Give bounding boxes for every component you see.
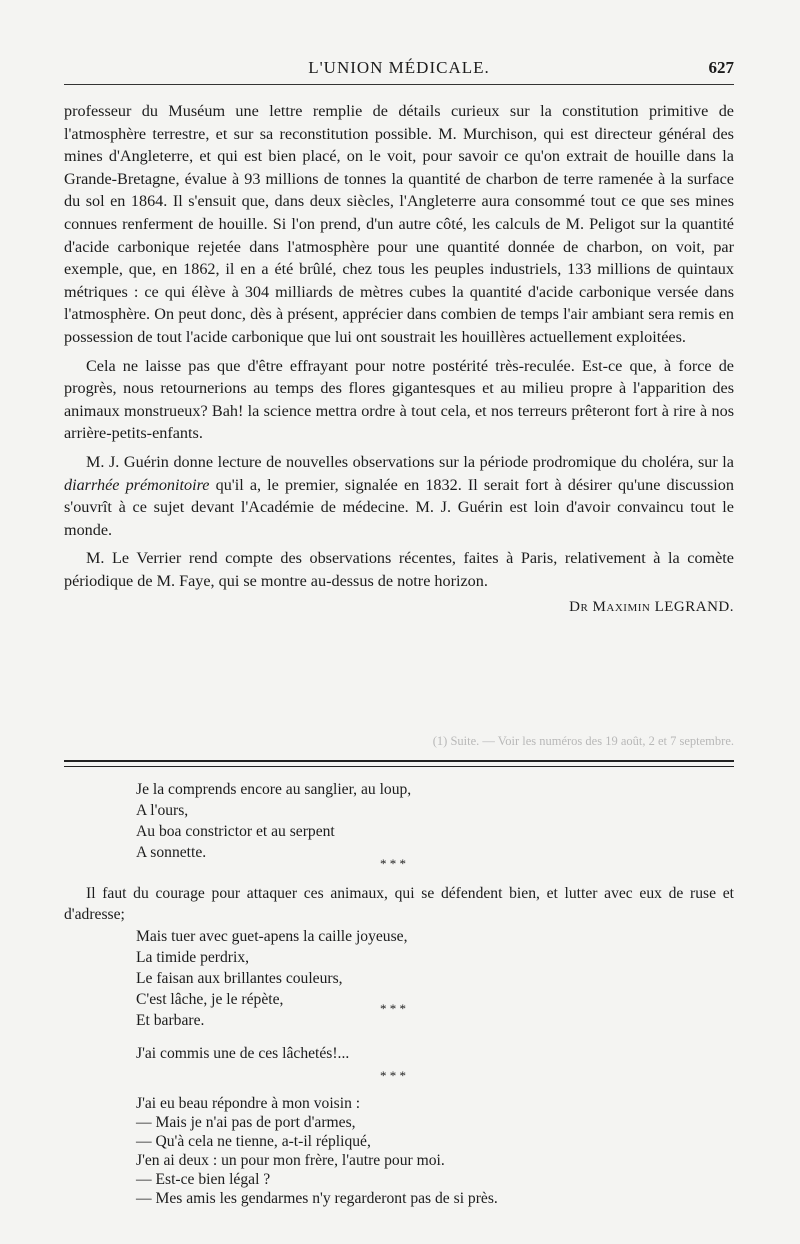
guerin-text-start: M. J. Guérin donne lecture de nouvelles observations sur la période prodromique du choléra, sur la bbox=[86, 452, 734, 471]
stanza-line: — Est-ce bien légal ? bbox=[136, 1171, 271, 1188]
journal-title: L'UNION MÉDICALE. bbox=[308, 58, 490, 77]
header-rule bbox=[64, 84, 734, 85]
stanza-line: J'ai commis une de ces lâchetés!... bbox=[136, 1045, 350, 1062]
stanza-1 bbox=[64, 779, 734, 863]
page-header bbox=[64, 58, 734, 80]
stanza-line: Mais tuer avec guet-apens la caille joyeuse, bbox=[136, 928, 408, 945]
stanza-line: Et barbare. bbox=[136, 1012, 205, 1029]
stanza-line: J'ai eu beau répondre à mon voisin : bbox=[136, 1095, 361, 1112]
stanza-line: C'est lâche, je le répète, bbox=[136, 991, 284, 1008]
guerin-text-end: qu'il a, le premier, signalée en 1832. Il serait fort à désirer qu'une discussion s'ouvrît à ce sujet devant l'Académie de médecine. M. J. Guérin est loin d'avoir convaincu tout le monde. bbox=[64, 475, 734, 539]
article-body bbox=[64, 100, 734, 619]
stanza-line: Je la comprends encore au sanglier, au loup, bbox=[136, 781, 412, 798]
stanza-3 bbox=[64, 1043, 734, 1064]
footnote: (1) Suite. — Voir les numéros des 19 août, 2 et 7 septembre. bbox=[432, 734, 734, 748]
paragraph-guerin bbox=[64, 451, 734, 541]
asterism-divider: * * * bbox=[380, 856, 406, 871]
stanza-line: A l'ours, bbox=[136, 802, 189, 819]
asterism-divider: * * * bbox=[380, 1001, 406, 1016]
stanza-line: — Mes amis les gendarmes n'y regarderont pas de si près. bbox=[136, 1190, 498, 1207]
stanza-line: J'en ai deux : un pour mon frère, l'autre pour moi. bbox=[136, 1152, 445, 1169]
paragraph-posterity: Cela ne laisse pas que d'être effrayant pour notre postérité très-reculée. Est-ce que, à force de progrès, nous retournerions au temps des flores gigantesques et au milieu propre à l'apparition des animaux monstrueux? Bah! la science mettra ordre à tout cela, et nos terreurs prêteront fort à rire à nos arrière-petits-enfants. bbox=[64, 356, 734, 443]
asterism-divider: * * * bbox=[380, 1068, 406, 1083]
paragraph-courage: Il faut du courage pour attaquer ces animaux, qui se défendent bien, et lutter avec eux de ruse et d'adresse; bbox=[64, 885, 734, 923]
stanza-line: Le faisan aux brillantes couleurs, bbox=[136, 970, 343, 987]
page-number: 627 bbox=[708, 58, 734, 77]
paragraph-murchison: professeur du Muséum une lettre remplie de détails curieux sur la constitution primitive de l'atmosphère terrestre, et sur sa reconstitution possible. M. Murchison, qui est directeur général des mines d'Angleterre, et qui est bien placé, on le voit, pour savoir ce qu'on extrait de houille dans la Grande-Bretagne, évalue à 93 millions de tonnes la quantité de charbon de terre ramenée à la surface du sol en 1864. Il s'ensuit que, dans deux siècles, l'Angleterre aura consommé tout ce que ses mines connues renferment de houille. Si l'on prend, d'un autre côté, les calculs de M. Peligot sur la quantité d'acide carbonique rejetée dans l'atmosphère pour une quantité donnée de charbon, on voit, par exemple, que, en 1862, il en a été brûlé, chez tous les peuples industriels, 133 millions de quintaux métriques : ce qui élève à 304 milliards de mètres cubes la quantité d'acide carbonique versée dans l'atmosphère. On peut donc, dès à présent, apprécier dans combien de temps l'air ambiant sera remis en possession de tout l'acide carbonique que lui ont soustrait les houillères actuellement exploitées. bbox=[64, 102, 734, 346]
paragraph-le-verrier: M. Le Verrier rend compte des observations récentes, faites à Paris, relativement à la comète périodique de M. Faye, qui se montre au-dessus de notre horizon. bbox=[64, 549, 734, 590]
signature: Dr Maximin LEGRAND. bbox=[569, 599, 734, 616]
guerin-emphasis: diarrhée prémonitoire bbox=[64, 475, 210, 494]
stanza-line: La timide perdrix, bbox=[136, 949, 250, 966]
stanza-line: Au boa constrictor et au serpent bbox=[136, 823, 335, 840]
section-divider bbox=[64, 760, 734, 767]
stanza-line: — Mais je n'ai pas de port d'armes, bbox=[136, 1114, 356, 1131]
stanza-line: — Qu'à cela ne tienne, a-t-il répliqué, bbox=[136, 1133, 371, 1150]
stanza-4 bbox=[64, 1094, 734, 1208]
stanza-line: A sonnette. bbox=[136, 844, 207, 861]
